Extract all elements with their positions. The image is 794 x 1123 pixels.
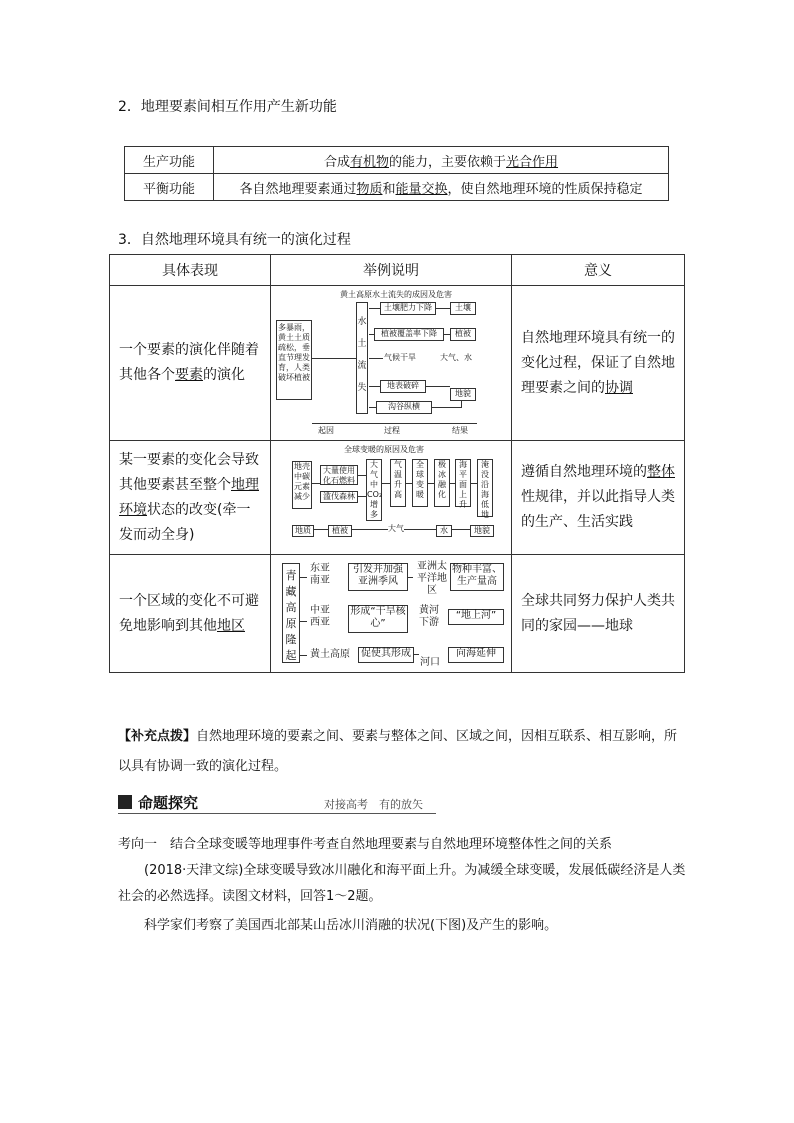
- function-key: 平衡功能: [125, 174, 214, 201]
- diagram-cell: [271, 286, 512, 441]
- bottom-label: 大气: [388, 523, 404, 533]
- result-box: 向海延伸: [448, 647, 504, 663]
- function-value: 合成有机物的能力，主要依赖于光合作用: [214, 147, 669, 174]
- bottom-box: 地质: [292, 525, 314, 537]
- qinghai-tibet-diagram: [272, 557, 510, 671]
- bottom-box: 地貌: [470, 525, 494, 537]
- section-square-icon: [118, 795, 132, 809]
- region-label: 黄土高原: [310, 648, 350, 660]
- region-label: 亚洲太平洋地区: [417, 560, 447, 596]
- evolution-table: [109, 254, 685, 673]
- table-cell: [512, 555, 685, 673]
- effect-box: 促使其形成: [358, 647, 414, 663]
- col-box: 海平面上升: [455, 459, 471, 507]
- col-box: 大气中CO₂增多: [367, 459, 383, 519]
- diagram-cell: [271, 555, 512, 673]
- region-label: 黄河下游: [419, 604, 439, 628]
- effect-box: 引发并加强亚洲季风: [348, 563, 408, 591]
- region-label: 中亚西亚: [310, 604, 330, 628]
- table-row: [110, 286, 685, 441]
- table-row: [125, 174, 669, 201]
- table-cell: 遵循自然地理环境的整体性规律，并以此指导人类的生产、生活实践: [512, 441, 685, 555]
- note-label: 【补充点拨】: [118, 729, 197, 744]
- function-key: 生产功能: [125, 147, 214, 174]
- result-box: “地上河”: [448, 609, 504, 625]
- target-box: 植被: [450, 328, 476, 341]
- section-2-title: 2．地理要素间相互作用产生新功能: [118, 99, 337, 115]
- effect-box: 形成“干旱核心”: [348, 605, 408, 633]
- header-cell: 具体表现: [110, 255, 271, 286]
- effect-text: 气候干旱: [384, 353, 416, 362]
- table-row: [110, 555, 685, 673]
- global-warming-diagram: [272, 443, 510, 553]
- section-title: 命题探究: [138, 794, 199, 812]
- section-3-title: 3．自然地理环境具有统一的演化过程: [118, 232, 351, 248]
- cause-box: 大量使用化石燃料: [320, 465, 358, 485]
- material-text: 科学家们考察了美国西北部某山岳冰川消融的状况(下图)及产生的影响。: [144, 918, 558, 933]
- section-divider: [118, 813, 436, 814]
- bottom-box: 水: [436, 525, 452, 537]
- target-box: 土壤: [450, 302, 476, 315]
- header-cell: 意义: [512, 255, 685, 286]
- effect-box: 沟谷纵横: [376, 401, 432, 414]
- question-text: (2018·天津文综)全球变暖导致冰川融化和海平面上升。为减缓全球变暖，发展低碳经济是人类社会的必然选择。读图文材料，回答1～2题。: [118, 863, 686, 904]
- col-box: 极冰融化: [434, 459, 450, 507]
- section-header: [118, 792, 436, 814]
- table-cell: 自然地理环境具有统一的变化过程，保证了自然地理要素之间的协调: [512, 286, 685, 441]
- note-text: 自然地理环境的要素之间、要素与整体之间、区域之间，因相互联系、相互影响，所以具有协调一致的演化过程。: [118, 729, 678, 774]
- center-box: 水土流失: [356, 302, 368, 414]
- exam-direction: 考向一 结合全球变暖等地理事件考查自然地理要素与自然地理环境整体性之间的关系: [118, 837, 613, 852]
- col-box: 全球变暖: [412, 459, 428, 507]
- section-subtitle: 对接高考 有的放矢: [324, 798, 423, 811]
- target-box: 地貌: [450, 388, 476, 401]
- table-cell: 一个要素的演化伴随着其他各个要素的演化: [110, 286, 271, 441]
- header-cell: 举例说明: [271, 255, 512, 286]
- soil-erosion-diagram: [272, 288, 510, 438]
- left-box: 青藏高原隆起: [282, 563, 300, 663]
- bottom-box: 植被: [328, 525, 352, 537]
- cause-box: 滥伐森林: [320, 491, 358, 503]
- function-table: [124, 146, 669, 201]
- effect-box: 土壤肥力下降: [380, 302, 436, 315]
- effect-box: 植被覆盖率下降: [374, 328, 444, 341]
- significance-text: 全球共同努力保护人类共同的家园——地球: [521, 592, 675, 634]
- left-box: 地壳中碳元素减少: [292, 461, 312, 509]
- result-box: 物种丰富、生产量高: [450, 563, 504, 591]
- table-header-row: [110, 255, 685, 286]
- diagram-title: 黄土高原水土流失的成因及危害: [340, 290, 452, 299]
- table-row: [110, 441, 685, 555]
- stage-label: 过程: [384, 426, 400, 435]
- region-label: 东亚南亚: [310, 562, 330, 586]
- diagram-title: 全球变暖的原因及危害: [344, 444, 424, 454]
- stage-label: 起因: [318, 426, 334, 435]
- col-box: 淹没沿海低地: [477, 459, 493, 517]
- target-text: 大气、水: [440, 353, 472, 362]
- col-box: 气温升高: [390, 459, 406, 507]
- function-value: 各自然地理要素通过物质和能量交换，使自然地理环境的性质保持稳定: [214, 174, 669, 201]
- table-cell: 一个区域的变化不可避免地影响到其他地区: [110, 555, 271, 673]
- table-cell: 某一要素的变化会导致其他要素甚至整个地理环境状态的改变(牵一发而动全身): [110, 441, 271, 555]
- supplement-note: [118, 722, 688, 782]
- diagram-cell: [271, 441, 512, 555]
- cause-box: 多暴雨，黄土土质疏松，垂直节理发育，人类破坏植被: [276, 320, 312, 400]
- effect-box: 地表破碎: [380, 380, 426, 393]
- stage-label: 结果: [452, 426, 468, 435]
- table-row: [125, 147, 669, 174]
- region-label: 河口: [420, 656, 440, 668]
